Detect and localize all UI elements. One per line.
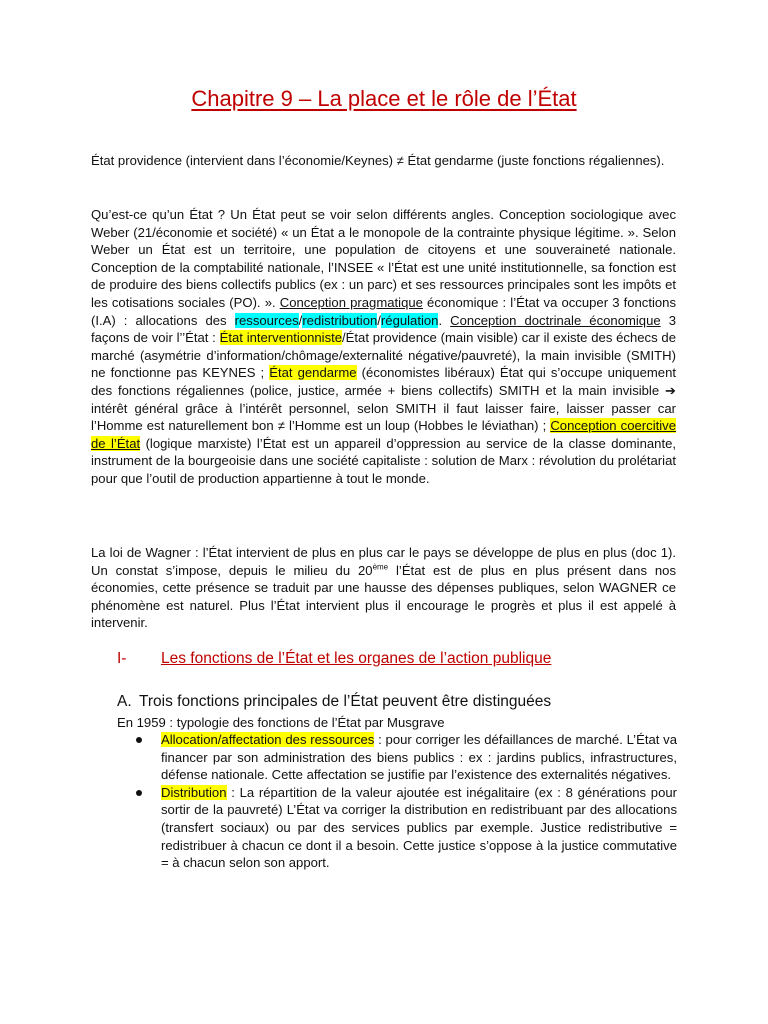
highlighted-term: État interventionniste: [219, 330, 343, 346]
underlined-term: Conception doctrinale économique: [450, 312, 661, 328]
subsection-heading: A. Trois fonctions principales de l’État peuvent être distinguées: [117, 693, 552, 710]
highlighted-term: Distribution: [161, 784, 227, 800]
highlighted-term: État gendarme: [269, 365, 357, 381]
list-item: Allocation/affectation des ressources : pour corriger les défaillances de marché. L’État va financer par son administration des biens publics : ex : jardins publics, infrastructures, défense nationale. Cette affectation se justifie par l’existence des externalités négatives.: [117, 731, 677, 784]
bullet-icon: [136, 790, 142, 796]
section-heading: I- Les fonctions de l’État et les organes de l’action publique: [117, 650, 552, 667]
highlighted-term: redistribution: [302, 312, 378, 328]
arrow-icon: ➔: [665, 382, 676, 398]
highlighted-term: régulation: [380, 312, 439, 328]
musgrave-intro: En 1959 : typologie des fonctions de l’État par Musgrave: [117, 715, 445, 730]
underlined-term: Conception pragmatique: [279, 294, 423, 310]
paragraph-intro: État providence (intervient dans l’économie/Keynes) ≠ État gendarme (juste fonctions régaliennes).: [91, 153, 665, 168]
paragraph-state-definitions: Qu’est-ce qu’un État ? Un État peut se voir selon différents angles. Conception sociologique avec Weber (21/économie et société) « un État a le monopole de la contrainte physique légitime. ». Selon Weber un État est un territoire, une population de citoyens et une souveraineté nationale. Conception de la comptabilité nationale, l’INSEE « l’État est une unité institutionnelle, sa fonction est de produire des biens collectifs publics (ex : un parc) et ses ressources principales sont les impôts et les cotisations sociales (PO). ». Conception pragmatique économique : l’État va occuper 3 fonctions (I.A) : allocations des ressources/redistribution/régulation. Conception doctrinale économique 3 façons de voir l’’État : État interventionniste/État providence (main visible) car il existe des échecs de marché (asymétrie d’information/chômage/externalité négative/pauvreté), la main invisible (SMITH) ne fonctionne pas KEYNES ; État gendarme (économistes libéraux) État qui s’occupe uniquement des fonctions régaliennes (police, justice, armée + biens collectifs) SMITH et la main invisible ➔ intérêt général grâce à l’intérêt personnel, selon SMITH il faut laisser faire, laisser passer car l’Homme est naturellement bon ≠ l’Homme est un loup (Hobbes le léviathan) ; Conception coercitive de l’État (logique marxiste) l’État est un appareil d’oppression au service de la classe dominante, instrument de la bourgeoisie dans une société capitaliste : solution de Marx : révolution du prolétariat pour que l’outil de production appartienne à tout le monde.: [91, 207, 677, 486]
bullet-icon: [136, 737, 142, 743]
highlighted-term: ressources: [234, 312, 299, 328]
highlighted-term: Allocation/affectation des ressources: [161, 732, 375, 747]
page-title: Chapitre 9 – La place et le rôle de l’État: [191, 86, 577, 111]
list-item: Distribution : La répartition de la valeur ajoutée est inégalitaire (ex : 8 générations pour sortir de la pauvreté) L’État va corriger la distribution en redistribuant par des allocations (transfert sociaux) ou par des services publics par exemple. Justice redistributive = redistribuer à chacun ce dont il a besoin. Cette justice s’oppose à la justice commutative = à chacun selon son apport.: [117, 784, 677, 872]
highlighted-term: Conception coercitive de l’État: [91, 418, 676, 451]
function-list: [117, 731, 677, 872]
paragraph-wagner: La loi de Wagner : l’État intervient de plus en plus car le pays se développe de plus en plus (doc 1). Un constat s’impose, depuis le milieu du 20ème l’État est de plus en plus présent dans nos économies, cette présence se traduit par une hausse des dépenses publiques, selon WAGNER ce phénomène est naturel. Plus l’État intervient plus il encourage le progrès et plus il est appelé à intervenir.: [91, 545, 677, 631]
